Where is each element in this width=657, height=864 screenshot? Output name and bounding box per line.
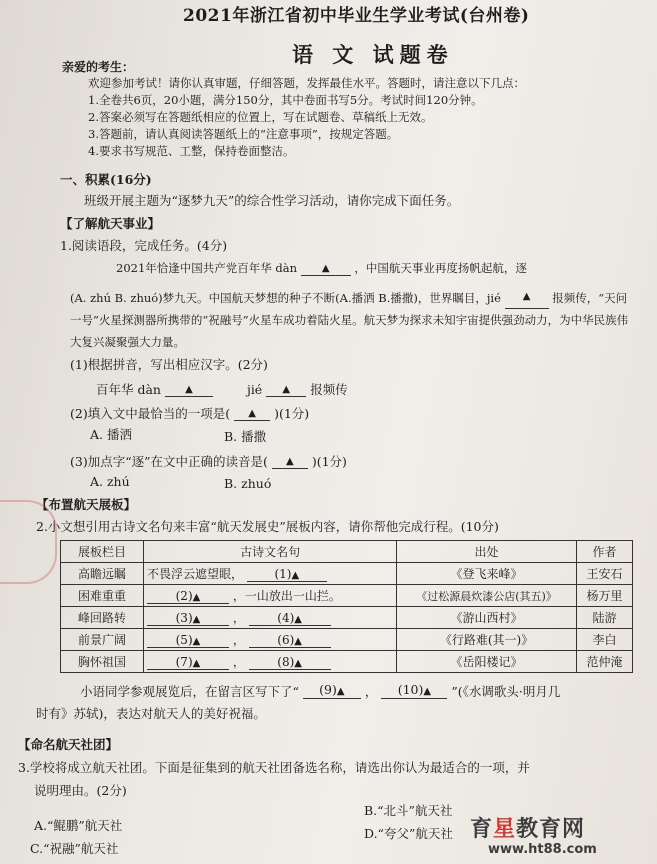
table-cell-column: 峰回路转 bbox=[61, 607, 144, 629]
q3-option-d[interactable]: D.“夸父”航天社 bbox=[364, 826, 453, 841]
verse-text: ， bbox=[232, 633, 245, 647]
watermark-text: 教育网 bbox=[516, 817, 586, 842]
triangle-marker-icon: ▲ bbox=[423, 686, 432, 697]
blank-number: (5) bbox=[175, 633, 193, 647]
q1-stem: 1.阅读语段，完成任务。(4分) bbox=[60, 238, 228, 253]
table-header: 展板栏目 bbox=[61, 541, 144, 563]
table-cell-verse bbox=[143, 651, 396, 673]
q1-sub1-a: 百年华 dàn bbox=[96, 382, 161, 397]
watermark-star: 星 bbox=[493, 817, 517, 842]
table-cell-source: 《游山西村》 bbox=[397, 607, 577, 629]
table-cell-author: 陆游 bbox=[576, 607, 632, 629]
triangle-marker-icon: ▲ bbox=[192, 614, 201, 625]
table-cell-source: 《过松源晨炊漆公店(其五)》 bbox=[397, 585, 577, 607]
q1-passage-para bbox=[70, 284, 636, 353]
table-row bbox=[61, 585, 633, 607]
table-cell-verse bbox=[143, 563, 396, 585]
triangle-marker-icon: ▲ bbox=[336, 686, 345, 697]
answer-blank[interactable] bbox=[301, 261, 351, 276]
q3-stem: 3.学校将成立航天社团。下面是征集到的航天社团备选名称，请选出你认为最适合的一项，并 bbox=[18, 760, 530, 775]
notice-line: 3.答题前，请认真阅读答题纸上的“注意事项”，按规定答题。 bbox=[88, 127, 399, 141]
q1-sub1-b-tail: 报频传 bbox=[310, 382, 348, 397]
table-cell-author: 杨万里 bbox=[576, 585, 632, 607]
blank-number: (6) bbox=[277, 633, 295, 647]
stamp-mark bbox=[0, 500, 57, 584]
table-header: 作者 bbox=[576, 541, 632, 563]
answer-blank[interactable] bbox=[147, 655, 229, 670]
watermark-url: www.ht88.com bbox=[488, 842, 597, 857]
triangle-marker-icon: ▲ bbox=[522, 291, 531, 302]
blank-number: (2) bbox=[175, 589, 193, 603]
q1-passage-text: 2021年恰逢中国共产党百年华 dàn bbox=[116, 261, 298, 276]
q1-sub1-b: jié bbox=[246, 382, 263, 397]
section-intro: 班级开展主题为“逐梦九天”的综合性学习活动，请你完成下面任务。 bbox=[84, 193, 460, 208]
verse-text: ，一山放出一山拦。 bbox=[232, 589, 341, 603]
table-header: 古诗文名句 bbox=[143, 541, 396, 563]
table-cell-column: 高瞻远瞩 bbox=[61, 563, 144, 585]
q2-table bbox=[60, 540, 633, 673]
q1-passage-text: 报频传，“天问一号”火星探测器所携带的“祝融号”火星车成功着陆火星。航天梦为探求未知宇宙提供强劲动力，为中华民族伟大复兴凝聚强大力量。 bbox=[70, 291, 629, 349]
triangle-marker-icon: ▲ bbox=[294, 614, 302, 625]
verse-text: 不畏浮云遮望眼， bbox=[146, 567, 243, 581]
part-tag-naming: 【命名航天社团】 bbox=[18, 737, 119, 752]
answer-blank[interactable] bbox=[247, 567, 327, 582]
q2-after-text: ”(《水调歌头·明月几 bbox=[451, 684, 561, 699]
answer-blank[interactable] bbox=[249, 611, 331, 626]
q2-after-text: 小语同学参观展览后，在留言区写下了“ bbox=[80, 684, 299, 699]
blank-number: (4) bbox=[277, 611, 295, 625]
q1-sub2-opt-a: A. 播洒 bbox=[90, 427, 132, 442]
answer-blank[interactable] bbox=[165, 380, 213, 397]
notice-line: 2.答案必须写在答题纸相应的位置上，写在试题卷、草稿纸上无效。 bbox=[88, 110, 433, 124]
answer-blank[interactable] bbox=[234, 404, 270, 421]
notice-line: 4.要求书写规范、工整，保持卷面整洁。 bbox=[88, 144, 295, 158]
blank-number: (10) bbox=[397, 682, 424, 697]
q1-sub3-tail: )(1分) bbox=[311, 454, 347, 469]
triangle-marker-icon: ▲ bbox=[192, 592, 201, 603]
table-cell-column: 前景广阔 bbox=[61, 629, 144, 651]
answer-blank[interactable] bbox=[249, 633, 331, 648]
blank-number: (7) bbox=[175, 655, 193, 669]
table-row bbox=[61, 607, 633, 629]
triangle-marker-icon: ▲ bbox=[185, 384, 193, 395]
table-cell-author: 王安石 bbox=[576, 563, 632, 585]
q1-sub1: (1)根据拼音，写出相应汉字。(2分) bbox=[70, 357, 268, 372]
table-row bbox=[61, 651, 633, 673]
q3-option-b[interactable]: B.“北斗”航天社 bbox=[364, 803, 453, 818]
table-cell-verse bbox=[143, 607, 396, 629]
answer-blank[interactable] bbox=[303, 682, 361, 699]
q2-after-line-2: 时有》苏轼)，表达对航天人的美好祝福。 bbox=[36, 706, 266, 721]
table-cell-source: 《行路难(其一)》 bbox=[397, 629, 577, 651]
q1-sub2 bbox=[70, 404, 309, 421]
triangle-marker-icon: ▲ bbox=[248, 408, 256, 419]
blank-number: (9) bbox=[319, 682, 337, 697]
answer-blank[interactable] bbox=[249, 655, 331, 670]
table-cell-source: 《岳阳楼记》 bbox=[397, 651, 577, 673]
q1-sub3-opt-a: A. zhú bbox=[90, 474, 130, 489]
table-cell-verse bbox=[143, 585, 396, 607]
table-cell-author: 范仲淹 bbox=[576, 651, 632, 673]
table-header: 出处 bbox=[397, 541, 577, 563]
watermark-text: 育 bbox=[470, 817, 494, 842]
table-cell-author: 李白 bbox=[576, 629, 632, 651]
answer-blank[interactable] bbox=[147, 611, 229, 626]
blank-number: (8) bbox=[277, 655, 295, 669]
answer-blank[interactable] bbox=[147, 633, 229, 648]
section-heading: 一、积累(16分) bbox=[60, 172, 152, 187]
blank-number: (1) bbox=[274, 567, 292, 581]
answer-blank[interactable] bbox=[272, 452, 308, 469]
answer-blank[interactable] bbox=[147, 589, 229, 604]
q2-after-line bbox=[80, 682, 560, 699]
q2-stem: 2.小文想引用古诗文名句来丰富“航天发展史”展板内容，请你帮他完成行程。(10分) bbox=[36, 519, 499, 534]
q1-sub3-opt-b: B. zhuó bbox=[224, 476, 272, 491]
triangle-marker-icon: ▲ bbox=[294, 636, 302, 647]
notice-line: 欢迎参加考试！请你认真审题，仔细答题，发挥最佳水平。答题时，请注意以下几点： bbox=[88, 76, 525, 90]
blank-number: (3) bbox=[175, 611, 193, 625]
exam-subtitle: 语 文 试题卷 bbox=[292, 42, 454, 67]
exam-title: 2021年浙江省初中毕业生学业考试(台州卷) bbox=[183, 6, 530, 26]
q3-option-a[interactable]: A.“鲲鹏”航天社 bbox=[34, 818, 123, 833]
q3-stem-2: 说明理由。(2分) bbox=[34, 783, 127, 798]
verse-text: ， bbox=[232, 655, 245, 669]
triangle-marker-icon: ▲ bbox=[192, 636, 201, 647]
part-tag-understand: 【了解航天事业】 bbox=[60, 216, 161, 231]
q1-passage-line bbox=[116, 261, 527, 276]
triangle-marker-icon: ▲ bbox=[286, 456, 294, 467]
table-cell-verse bbox=[143, 629, 396, 651]
q1-sub2-opt-b: B. 播撒 bbox=[224, 429, 267, 444]
q3-option-c[interactable]: C.“祝融”航天社 bbox=[30, 841, 119, 856]
q1-passage-text: (A. zhú B. zhuó)梦九天。中国航天梦想的种子不断(A.播洒 B.播撒)，世界瞩目，jié bbox=[70, 291, 501, 305]
triangle-marker-icon: ▲ bbox=[291, 570, 300, 581]
q1-passage-text: ，中国航天事业再度扬帆起航，逐 bbox=[354, 261, 527, 276]
q1-sub1-answers bbox=[96, 380, 348, 397]
verse-text: ， bbox=[232, 611, 245, 625]
q1-sub3-text: (3)加点字“逐”在文中正确的读音是( bbox=[70, 454, 268, 469]
answer-blank[interactable] bbox=[381, 682, 447, 699]
notice-line: 1.全卷共6页，20小题，满分150分，其中卷面书写5分。考试时间120分钟。 bbox=[88, 93, 483, 107]
triangle-marker-icon: ▲ bbox=[192, 658, 201, 669]
q1-sub3 bbox=[70, 452, 347, 469]
table-cell-column: 困难重重 bbox=[61, 585, 144, 607]
answer-blank[interactable] bbox=[266, 380, 306, 397]
part-tag-exhibit: 【布置航天展板】 bbox=[36, 497, 137, 512]
triangle-marker-icon: ▲ bbox=[321, 263, 330, 274]
q1-sub2-text: (2)填入文中最恰当的一项是( bbox=[70, 406, 231, 421]
table-row bbox=[61, 629, 633, 651]
q1-sub2-tail: )(1分) bbox=[274, 406, 310, 421]
answer-blank[interactable] bbox=[505, 284, 549, 309]
table-header-row bbox=[61, 541, 633, 563]
q2-after-text: ， bbox=[364, 684, 378, 699]
triangle-marker-icon: ▲ bbox=[294, 658, 302, 669]
notice-heading: 亲爱的考生： bbox=[62, 60, 135, 74]
site-watermark bbox=[470, 812, 585, 843]
table-cell-column: 胸怀祖国 bbox=[61, 651, 144, 673]
table-cell-source: 《登飞来峰》 bbox=[397, 563, 577, 585]
table-row bbox=[61, 563, 633, 585]
triangle-marker-icon: ▲ bbox=[282, 384, 291, 395]
